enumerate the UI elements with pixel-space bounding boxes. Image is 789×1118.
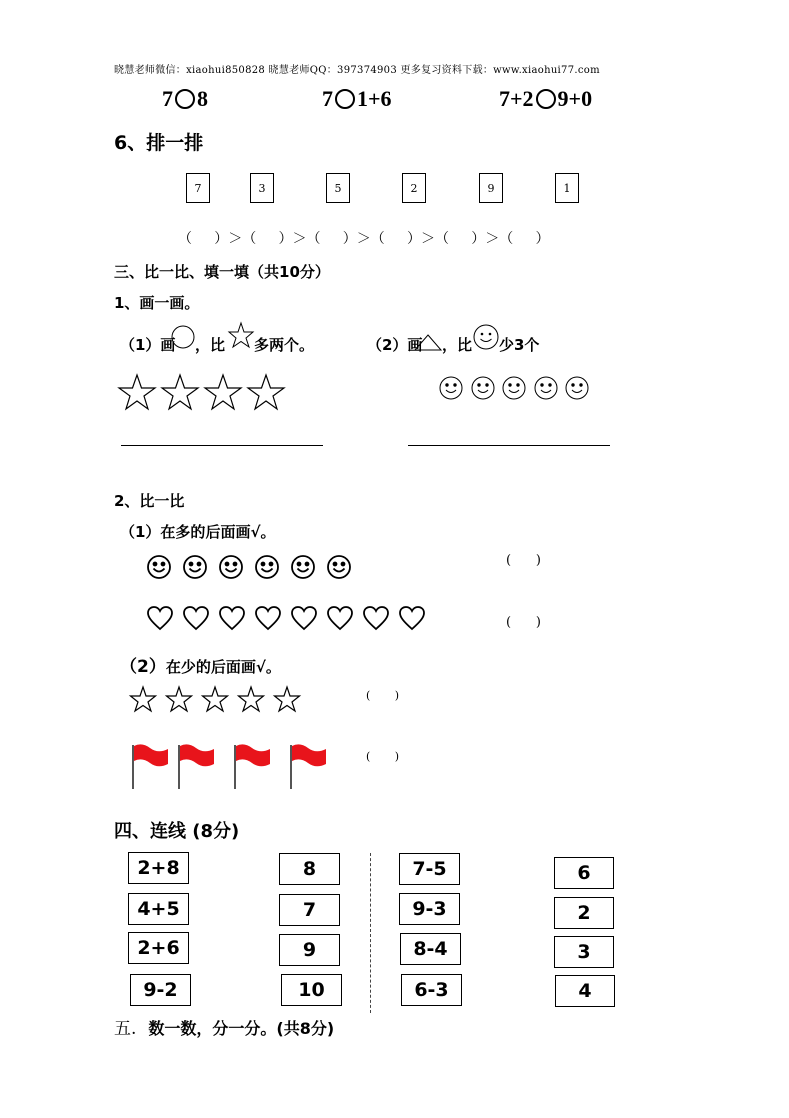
match-box[interactable]: 9-3 <box>399 893 460 925</box>
smiley-icon <box>503 377 525 399</box>
flag-icon <box>179 744 214 789</box>
smiley-icon <box>328 556 350 578</box>
smiley-icon <box>473 324 499 350</box>
section5-num: 五. <box>114 1019 137 1039</box>
star-icon <box>119 375 155 409</box>
star-icon <box>205 375 241 409</box>
number-box: 1 <box>555 173 579 203</box>
q2-title: 2、比一比 <box>114 492 185 510</box>
match-box[interactable]: 9 <box>279 934 340 966</box>
q1-part2-text-a: （2）画 <box>367 336 423 354</box>
smiley-icon <box>535 377 557 399</box>
flags-row <box>130 742 330 792</box>
number-box: 5 <box>326 173 350 203</box>
match-box[interactable]: 8-4 <box>400 933 461 965</box>
flag-icon <box>235 744 270 789</box>
drawing-line[interactable] <box>121 445 323 446</box>
heart-icon <box>328 607 352 629</box>
compare-right: 9+0 <box>557 86 593 111</box>
star-icon <box>228 322 254 348</box>
smiley-icon <box>256 556 278 578</box>
circle-icon <box>171 325 195 349</box>
stars-row-compare <box>130 686 305 712</box>
star-icon <box>239 687 264 711</box>
match-box[interactable]: 7 <box>279 894 340 926</box>
section5-title <box>114 1014 334 1039</box>
smiley-icon <box>566 377 588 399</box>
star-icon <box>203 687 228 711</box>
q2-part1-text: （1）在多的后面画√。 <box>120 523 276 541</box>
match-box[interactable]: 6 <box>554 857 614 889</box>
match-box[interactable]: 9-2 <box>130 974 191 1006</box>
number-box: 2 <box>402 173 426 203</box>
compare-left: 7 <box>162 86 173 111</box>
match-box[interactable]: 3 <box>554 936 614 968</box>
match-box[interactable]: 7-5 <box>399 853 460 885</box>
q2-part2-label <box>120 652 281 677</box>
smiley-icon <box>220 556 242 578</box>
compare-item-3 <box>499 86 592 112</box>
compare-item-1 <box>162 86 208 112</box>
match-box[interactable]: 4 <box>555 975 615 1007</box>
star-icon <box>275 687 300 711</box>
smiley-icon <box>148 556 170 578</box>
heart-icon <box>364 607 388 629</box>
match-box[interactable]: 2+6 <box>128 932 189 964</box>
section4-title: 四、连线 (8分) <box>114 821 240 842</box>
answer-blank[interactable]: ( ) <box>366 750 400 763</box>
smiley-icon <box>440 377 462 399</box>
answer-blank[interactable]: ( ) <box>366 689 400 702</box>
page-header: 晓慧老师微信：xiaohui850828 晓慧老师QQ：397374903 更多复习资料下载：www.xiaohui77.com <box>114 65 600 76</box>
q1-title: 1、画一画。 <box>114 294 200 312</box>
section5-text: 数一数，分一分。(共8分) <box>148 1019 335 1038</box>
number-box: 7 <box>186 173 210 203</box>
match-box[interactable]: 2 <box>554 897 614 929</box>
compare-right: 8 <box>197 86 208 111</box>
compare-circle-blank[interactable] <box>335 89 355 109</box>
star-icon <box>248 375 284 409</box>
number-box: 3 <box>250 173 274 203</box>
compare-circle-blank[interactable] <box>175 89 195 109</box>
q1-part1-text-c: 多两个。 <box>254 336 315 354</box>
match-box[interactable]: 4+5 <box>128 893 189 925</box>
heart-icon <box>256 607 280 629</box>
answer-blank[interactable]: ( ) <box>506 553 541 568</box>
hearts-row <box>147 606 432 632</box>
q2-part2-num: （2） <box>120 657 166 677</box>
divider <box>370 853 371 1013</box>
smileys-row-compare <box>147 554 357 580</box>
stars-row-big <box>118 374 288 414</box>
triangle-icon <box>414 334 442 352</box>
match-box[interactable]: 6-3 <box>401 974 462 1006</box>
star-icon <box>162 375 198 409</box>
q1-part2-text-b: ，比 <box>442 336 473 354</box>
q1-part1-text-b: ，比 <box>195 336 226 354</box>
compare-item-2 <box>322 86 392 112</box>
q1-part2-text-c: 少3个 <box>499 336 540 354</box>
drawing-line[interactable] <box>408 445 610 446</box>
smiley-icon <box>472 377 494 399</box>
q1-part1-text-a: （1）画 <box>120 336 176 354</box>
q2-part2-text: 在少的后面画√。 <box>165 658 281 676</box>
ordering-blanks[interactable]: （ ）＞（ ）＞（ ）＞（ ）＞（ ）＞（ ） <box>178 231 550 247</box>
heart-icon <box>400 607 424 629</box>
match-box[interactable]: 10 <box>281 974 342 1006</box>
star-icon <box>131 687 156 711</box>
match-box[interactable]: 8 <box>279 853 340 885</box>
star-icon <box>167 687 192 711</box>
heart-icon <box>148 607 172 629</box>
smileys-row <box>439 375 599 401</box>
compare-circle-blank[interactable] <box>536 89 556 109</box>
number-box: 9 <box>479 173 503 203</box>
section3-title: 三、比一比、填一填（共10分） <box>114 263 330 281</box>
heart-icon <box>292 607 316 629</box>
compare-left: 7 <box>322 86 333 111</box>
section6-title: 6、排一排 <box>114 132 204 154</box>
heart-icon <box>220 607 244 629</box>
flag-icon <box>133 744 168 789</box>
flag-icon <box>291 744 326 789</box>
compare-left: 7+2 <box>499 86 534 111</box>
compare-right: 1+6 <box>357 86 392 111</box>
match-box[interactable]: 2+8 <box>128 852 189 884</box>
answer-blank[interactable]: ( ) <box>506 615 541 630</box>
heart-icon <box>184 607 208 629</box>
smiley-icon <box>184 556 206 578</box>
smiley-icon <box>292 556 314 578</box>
